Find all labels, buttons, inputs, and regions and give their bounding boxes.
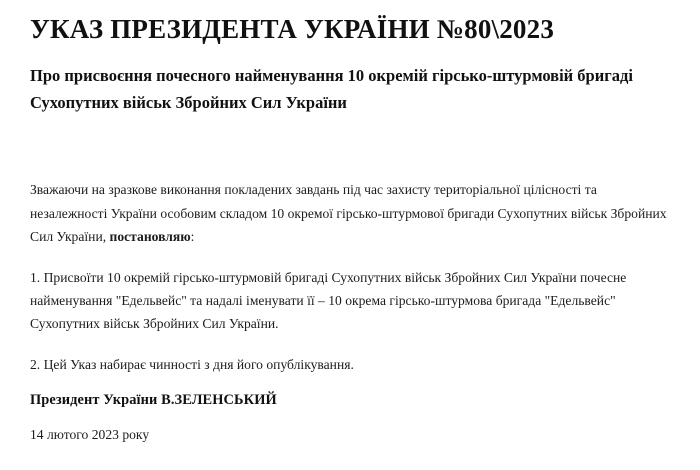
document-subtitle: Про присвоєння почесного найменування 10 окремій гірсько-штурмовій бригаді Сухопутних військ Збройних Сил України [30, 66, 633, 112]
title-body-spacer [30, 116, 670, 178]
preamble-bold-word: постановляю [109, 229, 191, 245]
paragraph-clause-2: 2. Цей Указ набирає чинності з дня його опублікування. [30, 356, 354, 372]
preamble-text-before-bold: Зважаючи на зразкове виконання покладених завдань під час захисту територіальної цілісності та незалежності України особовим складом 10 окремої гірсько-штурмової бригади Сухопутних військ Збройних Сил України, [30, 182, 667, 245]
page-title: УКАЗ ПРЕЗИДЕНТА УКРАЇНИ №80\2023 [30, 14, 555, 44]
paragraph-clause-1: 1. Присвоїти 10 окремій гірсько-штурмовій бригаді Сухопутних військ Збройних Сил України почесне найменування "Едельвейс" та надалі іменувати її – 10 окрема гірсько-штурмова бригада "Едельвейс" Сухопутних військ Збройних Сил України. [30, 269, 627, 332]
document-date: 14 лютого 2023 року [30, 427, 150, 443]
paragraph-preamble [30, 178, 668, 248]
document-body [30, 178, 668, 443]
preamble-text-after-bold: : [190, 229, 195, 245]
signature-line: Президент України В.ЗЕЛЕНСЬКИЙ [30, 392, 277, 409]
